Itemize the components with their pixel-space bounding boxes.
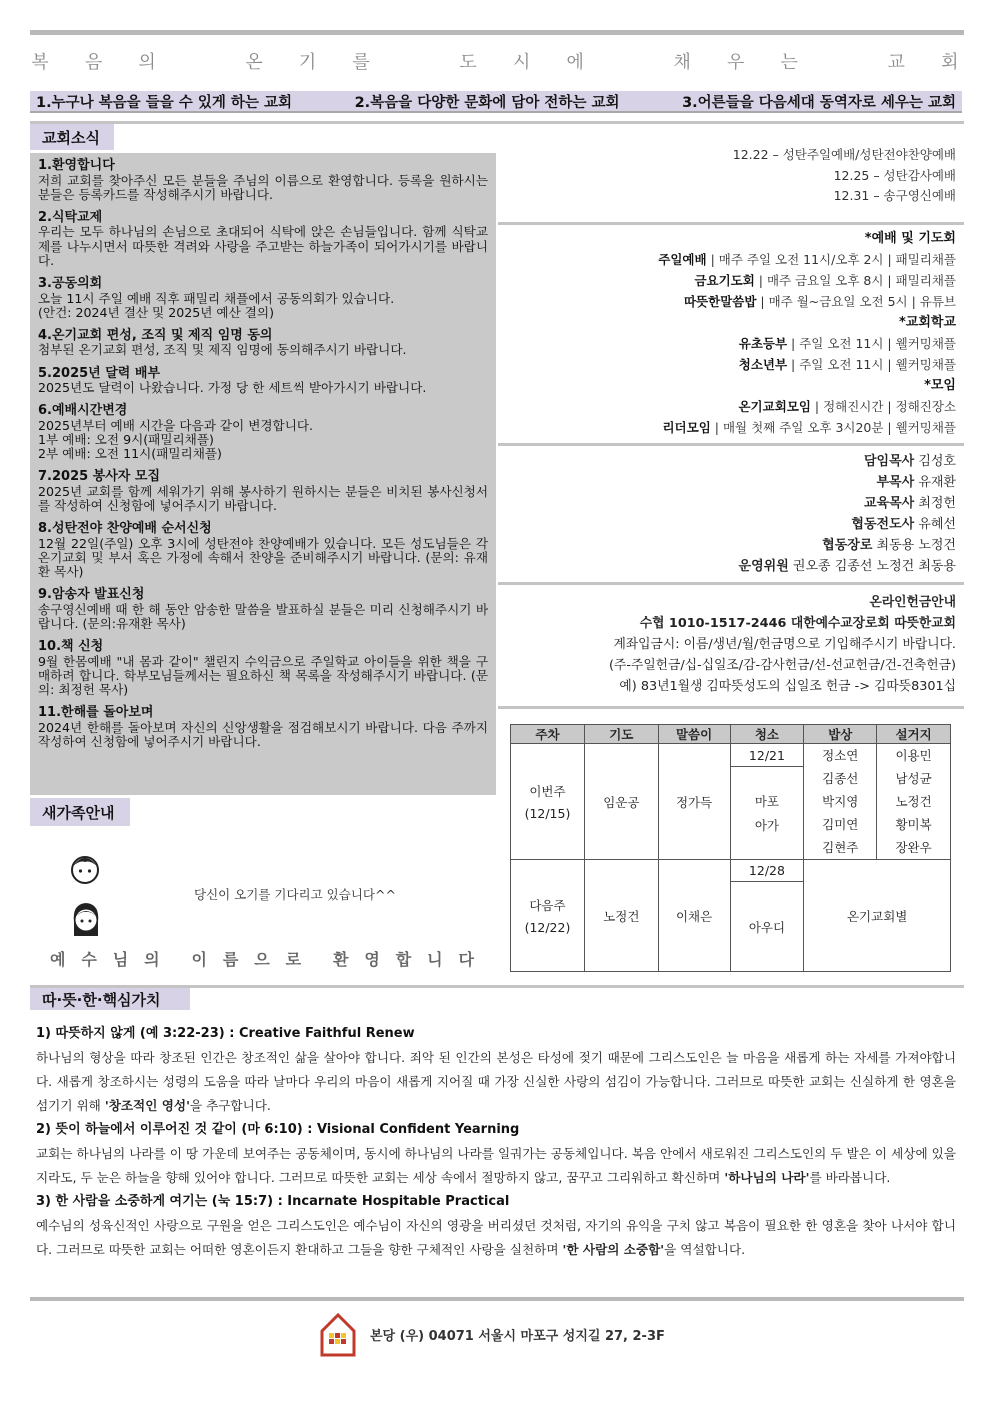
- school-name: 청소년부: [738, 357, 788, 372]
- worship-info: | 매주 금요일 오후 8시 | 패밀리채플: [754, 273, 956, 288]
- offering-rule: [498, 706, 964, 709]
- dish-name: 황미복: [895, 817, 932, 832]
- special-schedule: [500, 145, 956, 207]
- schedule-rule: [498, 222, 964, 225]
- dish-name: 남성균: [895, 771, 932, 786]
- core-text: 하나님의 형상을 따라 창조된 인간은 창조적인 삶을 살아야 합니다. 죄악 된 인간의 본성은 타성에 젖기 때문에 그리스도인은 늘 마음을 새롭게 하는 자세를 가져야합니다. 새롭게 창조하시는 성령의 도움을 따라 날마다 우리의 마음이 새롭게 지어질 때 가장 신실한 사랑의 섬김이 가능합니다. 그러므로 따뜻한 교회는 신실하게 한 영혼을 섬기기 위해: [36, 1050, 956, 1113]
- news-title: 5.2025년 달력 배부: [38, 365, 161, 381]
- worship-row: [500, 291, 956, 312]
- core-text: 을 역설합니다.: [664, 1242, 746, 1257]
- news-body: 오늘 11시 주일 예배 직후 패밀리 채플에서 공동의회가 있습니다. (안건: 2024년 결산 및 2025년 예산 결의): [38, 290, 395, 320]
- staff-row: [500, 556, 956, 577]
- news-title: 3.공동의회: [38, 276, 103, 292]
- motto-char: 를: [352, 52, 370, 73]
- motto-char: 에: [566, 52, 584, 73]
- bottom-rule: [30, 1297, 964, 1301]
- staff-name: 유혜선: [914, 517, 956, 532]
- staff-role: 담임목사: [863, 454, 915, 469]
- staff-row: [500, 535, 956, 556]
- girl-icon: [70, 900, 102, 938]
- meeting-row: [500, 396, 956, 417]
- news-body: 9월 한몸예배 "내 몸과 같이" 챌린지 수익금으로 주일학교 아이들을 위한 책을 구매하려 합니다. 학부모님들께서는 필요하신 책 목록을 작성해주시기 바랍니다. (문의: 최정헌 목사): [38, 653, 488, 698]
- worship-row: [500, 270, 956, 291]
- core-text: 예수님의 성육신적인 사랑으로 구원을 얻은 그리스도인은 예수님이 자신의 영광을 버리셨던 것처럼, 자기의 유익을 구치 않고 복음이 필요한 한 영혼을 찾아 나서야 합니다. 그러므로 따뜻한 교회는 어떠한 영혼이든지 환대하고 그들을 향한 구체적인 사랑을 실천하며: [36, 1218, 956, 1257]
- news-item: [38, 404, 488, 461]
- welcome-char: 합: [395, 950, 412, 969]
- meal-name: 김종선: [822, 771, 859, 786]
- offering-line: 계좌입금시: 이름/생년/월/헌금명으로 기입해주시기 바랍니다.: [613, 637, 956, 652]
- news-section-tab: [30, 124, 114, 150]
- newcomer-section-title: 새가족안내: [42, 803, 115, 822]
- week-date: (12/15): [524, 806, 571, 821]
- duty-header: 주차: [511, 725, 585, 744]
- motto-char: 채: [673, 52, 691, 73]
- welcome-char: 니: [427, 950, 443, 969]
- offering-account: 수협 1010-1517-2446 대한예수교장로회 따뜻한교회: [639, 616, 956, 631]
- core-value-title: 1) 따뜻하지 않게 (예 3:22-23) : Creative Faithful Renew: [36, 1026, 415, 1041]
- core-section-tab: [30, 988, 190, 1010]
- staff-row: [500, 493, 956, 514]
- prayer-cell: 노정건: [584, 860, 658, 972]
- week-label: 이번주: [529, 784, 566, 799]
- duty-row-this-week: [511, 744, 951, 767]
- staff-role: 부목사: [876, 475, 915, 490]
- news-item: [38, 588, 488, 631]
- duty-header: 설거지: [877, 725, 951, 744]
- meal-dish-cell: 온기교회별: [804, 860, 951, 972]
- meal-name: 김미연: [822, 817, 859, 832]
- core-value-body: [36, 1214, 956, 1262]
- week-date: (12/22): [524, 920, 571, 935]
- news-body: 12월 22일(주일) 오후 3시에 성탄전야 찬양예배가 있습니다. 모든 성도님들은 각 온기교회 및 부서 혹은 가정에 속해서 찬양을 준비해주시기 바랍니다. (문의: 유재환 목사): [38, 535, 488, 580]
- top-rule: [30, 30, 964, 35]
- duty-header: 청소: [730, 725, 804, 744]
- core-value-body: [36, 1046, 956, 1118]
- meal-name: 정소연: [822, 748, 859, 763]
- motto-char: 교: [887, 52, 905, 73]
- week-cell: [511, 860, 585, 972]
- school-name: 유초등부: [738, 336, 788, 351]
- clean-cell: 아우디: [730, 882, 804, 972]
- word-cell: 정가득: [658, 744, 730, 860]
- worship-heading: *예배 및 기도회: [864, 231, 956, 246]
- news-title: 1.환영합니다: [38, 158, 115, 173]
- schedule-item: 12.25 – 성탄감사예배: [833, 167, 956, 183]
- core-value-body: [36, 1142, 956, 1190]
- week-cell: [511, 744, 585, 860]
- motto-char: 음: [84, 52, 103, 73]
- motto-char: 온: [245, 52, 263, 73]
- school-info: | 주일 오전 11시 | 웰커밍채플: [787, 357, 956, 372]
- core-value: [36, 1190, 956, 1262]
- schedule-item: 12.31 – 송구영신예배: [833, 188, 956, 203]
- meeting-info: | 정해진시간 | 정해진장소: [810, 399, 956, 414]
- core-value-title: 3) 한 사람을 소중하게 여기는 (눅 15:7) : Incarnate Hospitable Practical: [36, 1194, 510, 1209]
- offering-title: 온라인헌금안내: [869, 595, 956, 610]
- staff-role: 협동장로: [822, 538, 873, 553]
- staff-role: 교육목사: [863, 496, 915, 511]
- welcome-char: 영: [364, 950, 380, 969]
- core-emphasis: '한 사람의 소중함': [562, 1242, 665, 1257]
- worship-info: | 매주 월~금요일 오전 5시 | 유튜브: [756, 294, 956, 309]
- vision-bar: [30, 91, 962, 113]
- meeting-info: | 매월 첫째 주일 오후 3시20분 | 웰커밍채플: [710, 420, 956, 435]
- dish-name: 장완우: [895, 840, 932, 855]
- meeting-heading: *모임: [924, 378, 956, 393]
- news-body: 저희 교회를 찾아주신 모든 분들을 주님의 이름으로 환영합니다. 등록을 원하시는 분들은 등록카드를 작성해주시기 바랍니다.: [38, 172, 488, 202]
- clean-team: 마포: [754, 794, 780, 809]
- schedule-item: 12.22 – 성탄주일예배/성탄전야찬양예배: [732, 147, 956, 162]
- news-title: 7.2025 봉사자 모집: [38, 469, 161, 485]
- news-item: [38, 159, 488, 202]
- staff-rule: [498, 582, 964, 585]
- welcome-char: 님: [112, 950, 129, 969]
- meeting-name: 리더모임: [662, 420, 711, 435]
- duty-header-row: [511, 725, 951, 744]
- welcome-char: 름: [222, 950, 239, 969]
- staff-role: 협동전도사: [851, 517, 915, 532]
- vision-1: 1.누구나 복음을 들을 수 있게 하는 교회: [36, 94, 292, 111]
- duty-table: [510, 724, 951, 972]
- core-values: [36, 1022, 956, 1262]
- duty-header: 밥상: [804, 725, 877, 744]
- welcome-char: 이: [191, 950, 207, 969]
- meal-cell: [804, 744, 877, 860]
- church-logo-icon: [318, 1311, 358, 1357]
- dish-cell: [877, 744, 951, 860]
- motto-char: 기: [298, 52, 317, 73]
- newcomer-block: [30, 848, 480, 978]
- meal-name: 김현주: [822, 840, 859, 855]
- news-body: 2025년도 달력이 나왔습니다. 가정 당 한 세트씩 받아가시기 바랍니다.: [38, 380, 427, 396]
- staff-name: 최동용 노정건: [872, 538, 956, 553]
- welcome-char: 로: [285, 950, 302, 969]
- news-title: 2.식탁교제: [38, 209, 103, 225]
- news-item: [38, 640, 488, 697]
- news-body: 송구영신예배 때 한 해 동안 암송한 말씀을 발표하실 분들은 미리 신청해주시기 바랍니다. (문의:유재환 목사): [38, 601, 488, 632]
- church-motto: [30, 46, 960, 76]
- news-item: [38, 470, 488, 513]
- news-body: 첨부된 온기교회 편성, 조직 및 제직 임명에 동의해주시기 바랍니다.: [38, 342, 407, 358]
- worship-rule: [498, 443, 964, 446]
- news-body: 2024년 한해를 돌아보며 자신의 신앙생활을 점검해보시기 바랍니다. 다음 주까지 작성하여 신청함에 넣어주시기 바랍니다.: [38, 719, 488, 750]
- motto-char: 는: [780, 52, 798, 73]
- news-item: [38, 522, 488, 579]
- news-item: [38, 329, 488, 358]
- duty-row-next-week: [511, 860, 951, 882]
- worship-row: [500, 249, 956, 270]
- core-text: 교회는 하나님의 나라를 이 땅 가운데 보여주는 공동체이며, 동시에 하나님의 나라를 일궈가는 공동체입니다. 복음 안에서 새로워진 그리스도인의 두 발은 이 세상에 있을 지라도, 두 눈은 하늘을 향해 있어야 합니다. 그러므로 따뜻한 교회는 세상 속에서 절망하지 않고, 꿈꾸고 그리워하고 확신하며: [36, 1146, 956, 1185]
- core-text: 을 추구합니다.: [189, 1098, 271, 1113]
- news-body: 2025년 교회를 함께 세워가기 위해 봉사하기 원하시는 분들은 비치된 봉사신청서를 작성하여 신청함에 넣어주시기 바랍니다.: [38, 483, 488, 514]
- core-value-title: 2) 뜻이 하늘에서 이루어진 것 같이 (마 6:10) : Visional Confident Yearning: [36, 1122, 520, 1137]
- motto-char: 우: [727, 52, 745, 73]
- welcome-in-jesus-name: [50, 947, 474, 970]
- core-value: [36, 1118, 956, 1190]
- core-section-title: 따·뜻·한·핵심가치: [42, 990, 161, 1009]
- worship-name: 따뜻한말씀밥: [683, 294, 757, 309]
- prayer-cell: 임운공: [584, 744, 658, 860]
- staff-list: [500, 451, 956, 577]
- motto-char: 복: [31, 52, 49, 73]
- news-box: [30, 153, 496, 795]
- school-heading: *교회학교: [898, 315, 956, 330]
- duty-header: 말씀이: [658, 725, 730, 744]
- worship-name: 주일예배: [658, 252, 707, 267]
- staff-name: 유재환: [914, 475, 956, 490]
- school-info: | 주일 오전 11시 | 웰커밍채플: [787, 336, 956, 351]
- news-item: [38, 367, 488, 396]
- staff-row: [500, 451, 956, 472]
- motto-char: 회: [941, 52, 959, 73]
- motto-char: 도: [459, 52, 477, 73]
- welcome-char: 수: [81, 950, 97, 969]
- news-item: [38, 277, 488, 320]
- footer: [318, 1310, 698, 1358]
- online-offering: [500, 592, 956, 697]
- vision-2: 2.복음을 다양한 문화에 담아 전하는 교회: [354, 94, 620, 111]
- school-row: [500, 354, 956, 375]
- church-address: 본당 (우) 04071 서울시 마포구 성지길 27, 2-3F: [370, 1328, 665, 1344]
- offering-line: (주-주일헌금/십-십일조/감-감사헌금/선-선교헌금/건-건축헌금): [608, 658, 956, 673]
- waiting-text: 당신이 오기를 기다리고 있습니다^^: [194, 887, 396, 902]
- worship-info: | 매주 주일 오전 11시/오후 2시 | 패밀리채플: [706, 252, 956, 267]
- newcomer-section-tab: [30, 798, 130, 826]
- staff-row: [500, 472, 956, 493]
- staff-name: 김성호: [914, 454, 956, 469]
- clean-cell: [730, 767, 804, 860]
- clean-date-cell: 12/28: [730, 860, 804, 882]
- news-body: 2025년부터 예배 시간을 다음과 같이 변경합니다. 1부 예배: 오전 9시(패밀리채플) 2부 예배: 오전 11시(패밀리채플): [38, 417, 314, 462]
- motto-char: 시: [512, 52, 531, 73]
- school-row: [500, 333, 956, 354]
- motto-char: 의: [138, 52, 156, 73]
- worship-times: [500, 228, 956, 438]
- core-value: [36, 1022, 956, 1118]
- welcome-char: 다: [458, 950, 474, 969]
- clean-team: 아가: [754, 818, 780, 833]
- news-title: 8.성탄전야 찬양예배 순서신청: [38, 521, 212, 537]
- section-rule: [30, 121, 964, 124]
- worship-name: 금요기도회: [694, 273, 755, 288]
- news-title: 6.예배시간변경: [38, 403, 128, 419]
- dish-name: 이용민: [895, 748, 932, 763]
- news-title: 10.책 신청: [38, 639, 104, 655]
- staff-name: 권오종 김종선 노정건 최동용: [788, 559, 956, 574]
- welcome-char: 으: [254, 950, 270, 969]
- core-text: 를 바라봅니다.: [809, 1170, 891, 1185]
- staff-name: 최정헌: [914, 496, 956, 511]
- week-label: 다음주: [529, 898, 566, 913]
- news-item: [38, 211, 488, 268]
- offering-line: 예) 83년1월생 김따뜻성도의 십일조 헌금 -> 김따뜻8301십: [619, 679, 956, 694]
- news-section-title: 교회소식: [42, 128, 100, 147]
- duty-header: 기도: [584, 725, 658, 744]
- news-item: [38, 706, 488, 749]
- meeting-row: [500, 417, 956, 438]
- meal-name: 박지영: [822, 794, 859, 809]
- staff-row: [500, 514, 956, 535]
- staff-role: 운영위원: [738, 559, 789, 574]
- boy-icon: [70, 852, 100, 886]
- core-emphasis: '하나님의 나라': [724, 1170, 810, 1185]
- vision-3: 3.어른들을 다음세대 동역자로 세우는 교회: [682, 94, 956, 111]
- clean-date-cell: 12/21: [730, 744, 804, 767]
- word-cell: 이채은: [658, 860, 730, 972]
- dish-name: 노정건: [895, 794, 932, 809]
- news-title: 11.한해를 돌아보며: [38, 705, 154, 721]
- news-body: 우리는 모두 하나님의 손님으로 초대되어 식탁에 앉은 손님들입니다. 함께 식탁교제를 나누시면서 따뜻한 격려와 사랑을 주고받는 하늘가족이 되어가시기를 바랍니다.: [38, 224, 488, 268]
- welcome-char: 예: [50, 950, 66, 969]
- welcome-char: 환: [332, 950, 349, 969]
- welcome-char: 의: [144, 950, 160, 969]
- meeting-name: 온기교회모임: [738, 399, 811, 414]
- core-emphasis: '창조적인 영성': [104, 1098, 190, 1113]
- news-title: 9.암송자 발표신청: [38, 587, 145, 603]
- news-title: 4.온기교회 편성, 조직 및 제직 임명 동의: [38, 327, 273, 343]
